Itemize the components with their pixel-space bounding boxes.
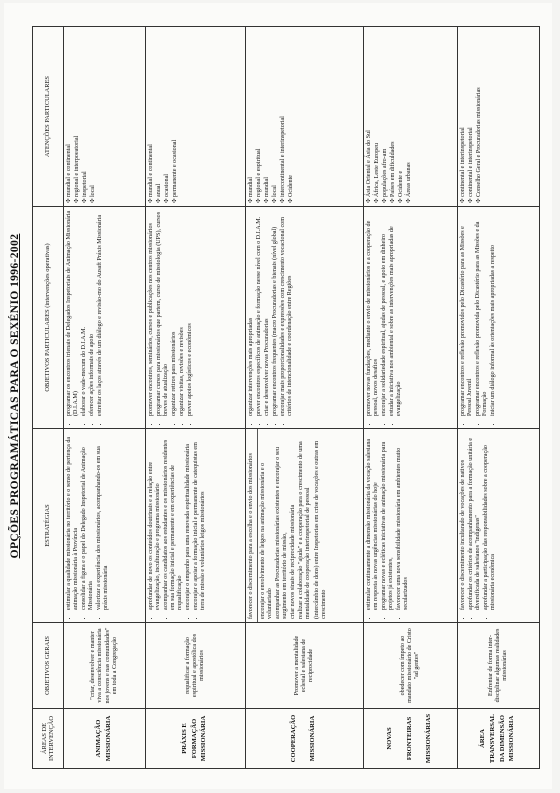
header-estrategias: ESTRATÉGIAS [33, 429, 64, 623]
list-item: ✣ mundial e continental [148, 30, 155, 203]
estrategias-cell [364, 429, 458, 623]
list-item: • promover encontros, seminários, cursos e publicações nos centros missionários [148, 210, 155, 416]
list-item: ✣ intercontinental e interinspetorial [280, 30, 287, 203]
list-item: ✣ regional e interpoeatorial [74, 30, 81, 203]
table-row [364, 27, 458, 769]
list-item: ✣ continental e interinspetorial [460, 30, 467, 203]
list-item: realizar a colaboração "ajuda" e a cooperação para o crescimento de uma mentalidade de cooperação interinspetorial de pessoal [298, 441, 312, 619]
list-item: • aprofundar a participação das responsabilidades sobre a cooperação missionária econômica [483, 432, 497, 610]
list-item: • encorajar mais proporcionalidades e expressões com crescimento vocacional com critérios de intencionalidade e coordenação entre Regiões [280, 210, 294, 416]
particulares-cell [458, 207, 540, 429]
area-cell: PRÁXIS E FORMAÇÃO MISSIONÁRIA [146, 709, 246, 769]
list-item: • criar e desenvolver novas Procuradorias [264, 210, 271, 416]
list-item: • programar encontros frequentes (macro Procuradorias e bienais (nível global) [272, 210, 279, 416]
list-item: ✣ Ásia Oriental e Ásia do Sul [366, 30, 373, 203]
list-item: • prever encontros específicos de animação e formação nesse nível com o D.I.A.M. [256, 210, 263, 416]
list-item: • programar cursos para missionários que partem, curso de missiologia (UPS), cursos breves de atualização [156, 210, 170, 416]
list-item: • favorecer o discernimento incultarado de vocações de nativos [460, 432, 467, 610]
list-item: • estreitar os laços através de um diálogo e revisão-mo do Ausaft Práxis Missionária [97, 210, 104, 416]
list-item: ✣ populações afro-am [382, 30, 389, 203]
objetivo-cell: requalificar a formação espiritual e apostólica dos missionários [146, 623, 246, 709]
list-item: • prever apoios logísticos e econômicos [187, 210, 194, 416]
list-item: ✣ mundial [248, 30, 255, 203]
list-item: ✣ mundial e continental [66, 30, 73, 203]
list-item: ✣ Ocidente e [398, 30, 405, 203]
header-objetivos-gerais: OBJETIVOS GERAIS [33, 623, 64, 709]
atencoes-cell [364, 27, 458, 207]
list-item: ✣ anual [156, 30, 163, 203]
list-item: favorecer o discernimento para a escolha e o envio dos missionários [248, 453, 254, 619]
area-cell: ÁREA TRANSVERSAL DA DIMENSÃO MISSIONÁRIA [458, 709, 540, 769]
objetivo-cell: obedecer com ímpeto ao mandato missionário de Cristo "ad gentes" [364, 623, 458, 709]
area-cell: COOPERAÇÃO MISSIONÁRIA [246, 709, 364, 769]
list-item: • encorajar a solidariedade espiritual, ajudas de pessoal, e apoio em dinheiro [381, 210, 388, 416]
list-item: ✣ continental e interinspetorial [468, 30, 475, 203]
estrategias-cell [458, 429, 540, 623]
list-item: ✣ Áreas urbanas [406, 30, 413, 203]
list-item: ✣ ocasional [164, 30, 171, 203]
list-item: • estudar a iniciativa nos ambiental e sobre as intervenções mais apropriadas de evangelização [389, 210, 403, 416]
table-row [458, 27, 540, 769]
list-item: • programar encontros e reflexão promovidos pelo Dicastério para as Missões e Pessoal Juvenil [460, 210, 474, 416]
estrategias-cell [64, 429, 146, 623]
area-cell: ANIMAÇÃO MISSIONÁRIA [64, 709, 146, 769]
estrategias-cell [146, 429, 246, 623]
header-atencoes: ATENÇÕES PARTICULARES [33, 27, 64, 207]
objetivo-cell: Promover a mentalidade eclesial e salesiana de reciprocidade [246, 623, 364, 709]
list-item: • favorecer uma nova sensibilidade missionária em ambientes muito secularizados [396, 432, 410, 610]
list-item: • programar novas e ecléticas iniciativas de animação missionária para projetos já existentes, [381, 432, 395, 610]
list-item: encorajar o envolvimento de leigos na animação missionária e o voluntariado [260, 462, 274, 619]
list-item: • consolidar a figura e o papel do Delegado Inspetorial de Animação Missionária [81, 432, 95, 610]
atencoes-cell [458, 27, 540, 207]
table-row [246, 27, 364, 769]
list-item: • organizar retiros para missionários [171, 210, 178, 416]
particulares-cell [364, 207, 458, 429]
objetivo-cell: "criar, desenvolver e manter viva a consciência missionária nos jovens e nas comunidades" em toda a Congregação [64, 623, 146, 709]
list-item: ✣ permanente e ocasional [172, 30, 179, 203]
estrategias-cell [246, 429, 364, 623]
list-item: • iniciar um diálogo informal às orientações mais apropriadas a respeito [490, 210, 497, 416]
programmatic-options-table [32, 26, 540, 769]
list-item: • valorizar a experiência dos missionários, acompanhando-os em sua práxis missionária [96, 432, 110, 610]
list-item: • aprofundar de novo os conteúdos doutrinais e a relação entre evangelização, inculturação e programa missionário [148, 432, 162, 610]
list-item: ✣ Países em dificuldades [390, 30, 397, 203]
divider [257, 429, 258, 622]
particulares-cell [246, 207, 364, 429]
list-item: • organizar intervenções mais apropriadas [248, 210, 255, 416]
list-item: • aprofundar os critérios de acompanhamento para a formação unitária e diversificada de salesianos "indígenas" [468, 432, 482, 610]
atencoes-cell [246, 27, 364, 207]
atencoes-cell [146, 27, 246, 207]
list-item: ✣ Ocidente [288, 30, 295, 203]
particulares-cell [146, 207, 246, 429]
list-item: • estimular a qualidade missionária no território e o senso de pertença da animação missionária à Província [66, 432, 80, 610]
rotated-document [4, 3, 552, 789]
table-row [64, 27, 146, 769]
list-item: criar novos sinais de reciprocidade missionária [290, 504, 297, 619]
list-item: ✣ inspetorial [82, 30, 89, 203]
header-objetivos-particulares: OBJETIVOS PARTICULARES (intervenções operativas) [33, 207, 64, 429]
list-item: • encorajar o empenho para uma renovada espiritualidade missionária [185, 432, 192, 610]
header-areas: ÁREAS DE INTERVENÇÃO [33, 709, 64, 769]
document-title: OPÇÕES PROGRAMÁTICAS PARA O SEXÉNIO 1996-2002 [9, 233, 21, 559]
list-item: • estimular continuamente a dimensão missionária da vocação salesiana em resposta às novas urgências missionárias do hoje [366, 432, 380, 610]
list-item: (intercâmbio de dons) entre Inspetorias em crise de vocações e outras em crescimento [313, 440, 327, 619]
list-item: ✣ Conselho Geral e Procuradorias missionárias [476, 30, 483, 203]
list-item: • elaborar o vade-mecum do D.I.A.M. [81, 210, 88, 416]
list-item: ✣ local [272, 30, 279, 203]
table-row [146, 27, 246, 769]
list-item: • promover novas fundações, mediante o envio de missionários e a cooperação de pessoal, novos desafios [366, 210, 380, 416]
area-cell: NOVAS FRONTEIRAS MISSIONÁRIAS [364, 709, 458, 769]
list-item: ✣ África, Leste Europeu [374, 30, 381, 203]
list-item: • encorajar e apoiar a formação inicial e permanente de catequistas em terra de missão e voluntários leigos missionários [193, 432, 207, 610]
list-item: acompanhar as Procuradorias missionárias existentes e encorajar o seu surgimento em território de missão, [275, 447, 289, 619]
list-item: • acompanhar os candidatos aos estudantes e os missionários residentes em sua formação inicial e permanente e em experiências de requalificação [163, 432, 184, 610]
list-item: • oferecer ações informais de apoio [89, 210, 96, 416]
atencoes-cell [64, 27, 146, 207]
list-item: • programar os encontros trienais de Delegados Inspetoriais de Animação Missionária (D.I.A.M) [66, 210, 80, 416]
list-item: ✣ local [90, 30, 97, 203]
table-header-row [33, 27, 64, 769]
objetivo-cell: Enfrentar de forma inter-disciplinar algumas realidades missionárias [458, 623, 540, 709]
list-item: • programar encontros e reflexão promovida pelo Dicastério para as Missões e da Formação [475, 210, 489, 416]
list-item: ✣ mundial [264, 30, 271, 203]
list-item: • organizar visitas, revisões e revisões [179, 210, 186, 416]
particulares-cell [64, 207, 146, 429]
list-item: ✣ regional e espiritual [256, 30, 263, 203]
